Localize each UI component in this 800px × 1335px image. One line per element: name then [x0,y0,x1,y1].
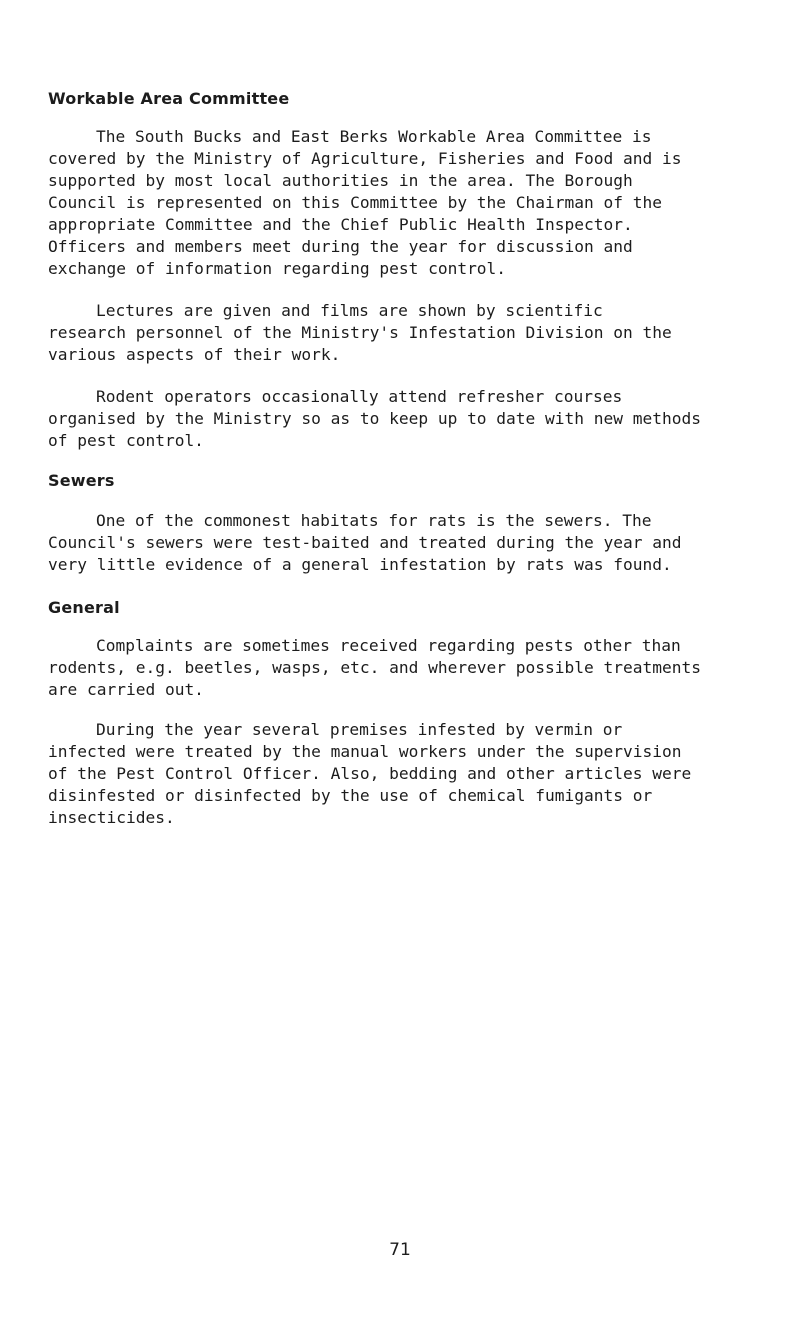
text-line: are carried out. [48,680,204,699]
text-line: of the Pest Control Officer. Also, bedding and other articles were [48,764,692,783]
section-heading-general: General [48,598,120,617]
text-line: organised by the Ministry so as to keep up to date with new methods [48,409,701,428]
text-line: During the year several premises infested by vermin or [96,720,623,739]
text-line: Rodent operators occasionally attend refresher courses [96,387,623,406]
section-heading-workable-area-committee: Workable Area Committee [48,89,290,108]
paragraph-general-1 [48,635,758,701]
text-line: supported by most local authorities in the area. The Borough [48,171,633,190]
section-heading-sewers: Sewers [48,471,115,490]
text-line: infected were treated by the manual workers under the supervision [48,742,682,761]
text-line: appropriate Committee and the Chief Public Health Inspector. [48,215,633,234]
text-line: of pest control. [48,431,204,450]
text-line: exchange of information regarding pest control. [48,259,507,278]
paragraph-workable-3 [48,386,758,452]
paragraph-general-2 [48,719,758,829]
text-line: The South Bucks and East Berks Workable Area Committee is [96,127,652,146]
paragraph-sewers-1 [48,510,758,576]
text-line: research personnel of the Ministry's Infestation Division on the [48,323,672,342]
text-line: disinfested or disinfected by the use of chemical fumigants or [48,786,653,805]
paragraph-workable-1 [48,126,758,280]
text-line: Council is represented on this Committee by the Chairman of the [48,193,662,212]
text-line: One of the commonest habitats for rats is the sewers. The [96,511,652,530]
paragraph-workable-2 [48,300,758,366]
text-line: Officers and members meet during the year for discussion and [48,237,633,256]
text-line: various aspects of their work. [48,345,341,364]
text-line: covered by the Ministry of Agriculture, Fisheries and Food and is [48,149,682,168]
page-number: 71 [389,1240,411,1260]
text-line: insecticides. [48,808,175,827]
text-line: Lectures are given and films are shown by scientific [96,301,603,320]
text-line: Complaints are sometimes received regarding pests other than [96,636,681,655]
text-line: rodents, e.g. beetles, wasps, etc. and wherever possible treatments [48,658,701,677]
text-line: very little evidence of a general infestation by rats was found. [48,555,672,574]
text-line: Council's sewers were test-baited and treated during the year and [48,533,682,552]
